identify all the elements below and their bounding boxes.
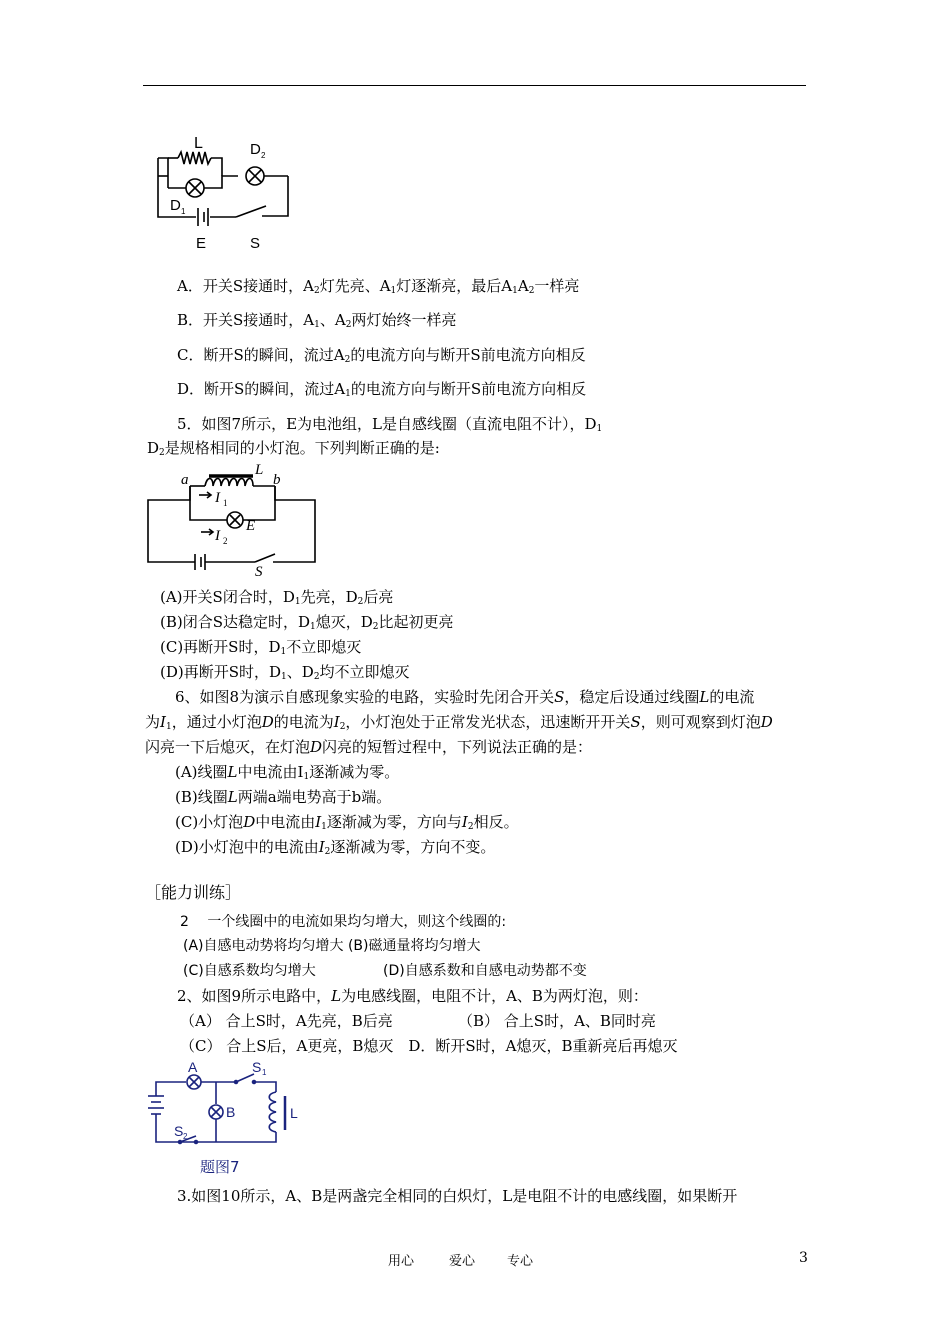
- fig9-label-L: L: [290, 1105, 298, 1121]
- q6-option-b: (B)线圈L两端a端电势高于b端。: [175, 788, 392, 806]
- fig9-label-S1: S: [252, 1060, 262, 1075]
- t2-options-ab: (A)自感电动势将均匀增大 (B)磁通量将均匀增大: [183, 938, 481, 954]
- t3-stem: 3.如图10所示，A、B是两盏完全相同的白炽灯，L是电阻不计的电感线圈，如果断开: [177, 1187, 738, 1205]
- footer-word-2: 爱心: [449, 1254, 476, 1269]
- circuit-figure-7: [143, 462, 323, 580]
- t2-option-c: (C)自感系数均匀增大: [183, 963, 316, 979]
- fig9-label-S2-sub: 2: [183, 1132, 188, 1141]
- t2b-stem: 2、如图9所示电路中，L为电感线圈，电阻不计，A、B为两灯泡，则：: [177, 987, 648, 1005]
- footer-word-1: 用心: [388, 1254, 415, 1269]
- q5-option-c: (C)再断开S时，$D_1$不立即熄灭: [160, 638, 362, 657]
- fig9-label-A: A: [188, 1060, 198, 1075]
- fig9-caption: 题图7: [200, 1158, 240, 1176]
- q4-option-c: C．断开S的瞬间，流过$A_2$的电流方向与断开S前电流方向相反: [177, 346, 586, 365]
- fig9-label-S1-sub: 1: [262, 1068, 267, 1077]
- fig1-label-L: L: [194, 135, 203, 152]
- t2b-options-cd: （C） 合上S后，A更亮，B熄灭 D．断开S时，A熄灭，B重新亮后再熄灭: [180, 1037, 678, 1055]
- fig7-label-b: b: [273, 472, 281, 488]
- q6-stem-line1: 6、如图8为演示自感现象实验的电路，实验时先闭合开关S，稳定后设通过线圈L的电流: [175, 688, 755, 706]
- t2b-option-b: （B） 合上S时，A、B同时亮: [458, 1012, 656, 1030]
- q5-option-b: (B)闭合S达稳定时，$D_1$熄灭，$D_2$比起初更亮: [160, 613, 454, 632]
- fig1-label-D2-sub: 2: [261, 151, 266, 160]
- page-number: 3: [799, 1250, 808, 1266]
- fig7-label-I2-sub: 2: [223, 536, 228, 546]
- t2-stem: 2 一个线圈中的电流如果均匀增大，则这个线圈的:: [180, 914, 507, 930]
- q6-stem-line3: 闪亮一下后熄灭，在灯泡D闪亮的短暂过程中，下列说法正确的是：: [145, 738, 593, 756]
- t2b-option-a: （A） 合上S时，A先亮，B后亮: [180, 1012, 393, 1030]
- q6-option-a: (A)线圈L中电流由$I_1$逐渐减为零。: [175, 763, 400, 782]
- q5-option-a: (A)开关S闭合时，$D_1$先亮，$D_2$后亮: [160, 588, 394, 607]
- fig7-label-I2: I: [215, 528, 220, 544]
- q4-option-a: A．开关S接通时，$A_2$灯先亮、$A_1$灯逐渐亮，最后$A_1A_2$一样亮: [177, 277, 580, 296]
- t2-option-d: (D)自感系数和自感电动势都不变: [383, 963, 587, 979]
- fig7-label-E: E: [246, 518, 256, 534]
- fig7-label-S: S: [255, 564, 263, 580]
- section-heading: ［能力训练］: [145, 883, 242, 902]
- fig1-label-D1: D: [170, 197, 181, 214]
- q6-option-c: (C)小灯泡D中电流由$I_1$逐渐减为零，方向与$I_2$相反。: [175, 813, 519, 832]
- circuit-figure-9: [140, 1060, 310, 1180]
- q5-stem-line2: $D_2$是规格相同的小灯泡。下列判断正确的是:: [147, 439, 440, 458]
- fig1-label-S: S: [250, 235, 261, 252]
- circuit-figure-1: [138, 132, 298, 252]
- q6-option-d: (D)小灯泡中的电流由$I_2$逐渐减为零，方向不变。: [175, 838, 496, 857]
- q5-option-d: (D)再断开S时，$D_1$、$D_2$均不立即熄灭: [160, 663, 410, 682]
- header-rule: [143, 85, 806, 86]
- q4-option-b: B．开关S接通时，$A_1$、$A_2$两灯始终一样亮: [177, 311, 457, 330]
- fig7-label-L: L: [255, 462, 264, 478]
- fig1-label-E: E: [196, 235, 207, 252]
- q5-stem-line1: 5．如图7所示，E为电池组，L是自感线圈（直流电阻不计），$D_1$: [177, 415, 603, 434]
- footer-word-3: 专心: [507, 1254, 534, 1269]
- fig1-label-D2: D: [250, 141, 261, 158]
- fig7-label-I1: I: [215, 490, 220, 506]
- q6-stem-line2: 为$I_1$，通过小灯泡D的电流为$I_2$，小灯泡处于正常发光状态，迅速断开开关S，则可观察到灯泡D: [145, 713, 773, 732]
- fig9-label-S2: S: [174, 1123, 184, 1139]
- fig7-label-a: a: [181, 472, 189, 488]
- q4-option-d: D．断开S的瞬间，流过$A_1$的电流方向与断开S前电流方向相反: [177, 380, 587, 399]
- fig9-label-B: B: [226, 1104, 236, 1120]
- fig1-label-D1-sub: 1: [181, 207, 186, 216]
- fig7-label-I1-sub: 1: [223, 498, 228, 508]
